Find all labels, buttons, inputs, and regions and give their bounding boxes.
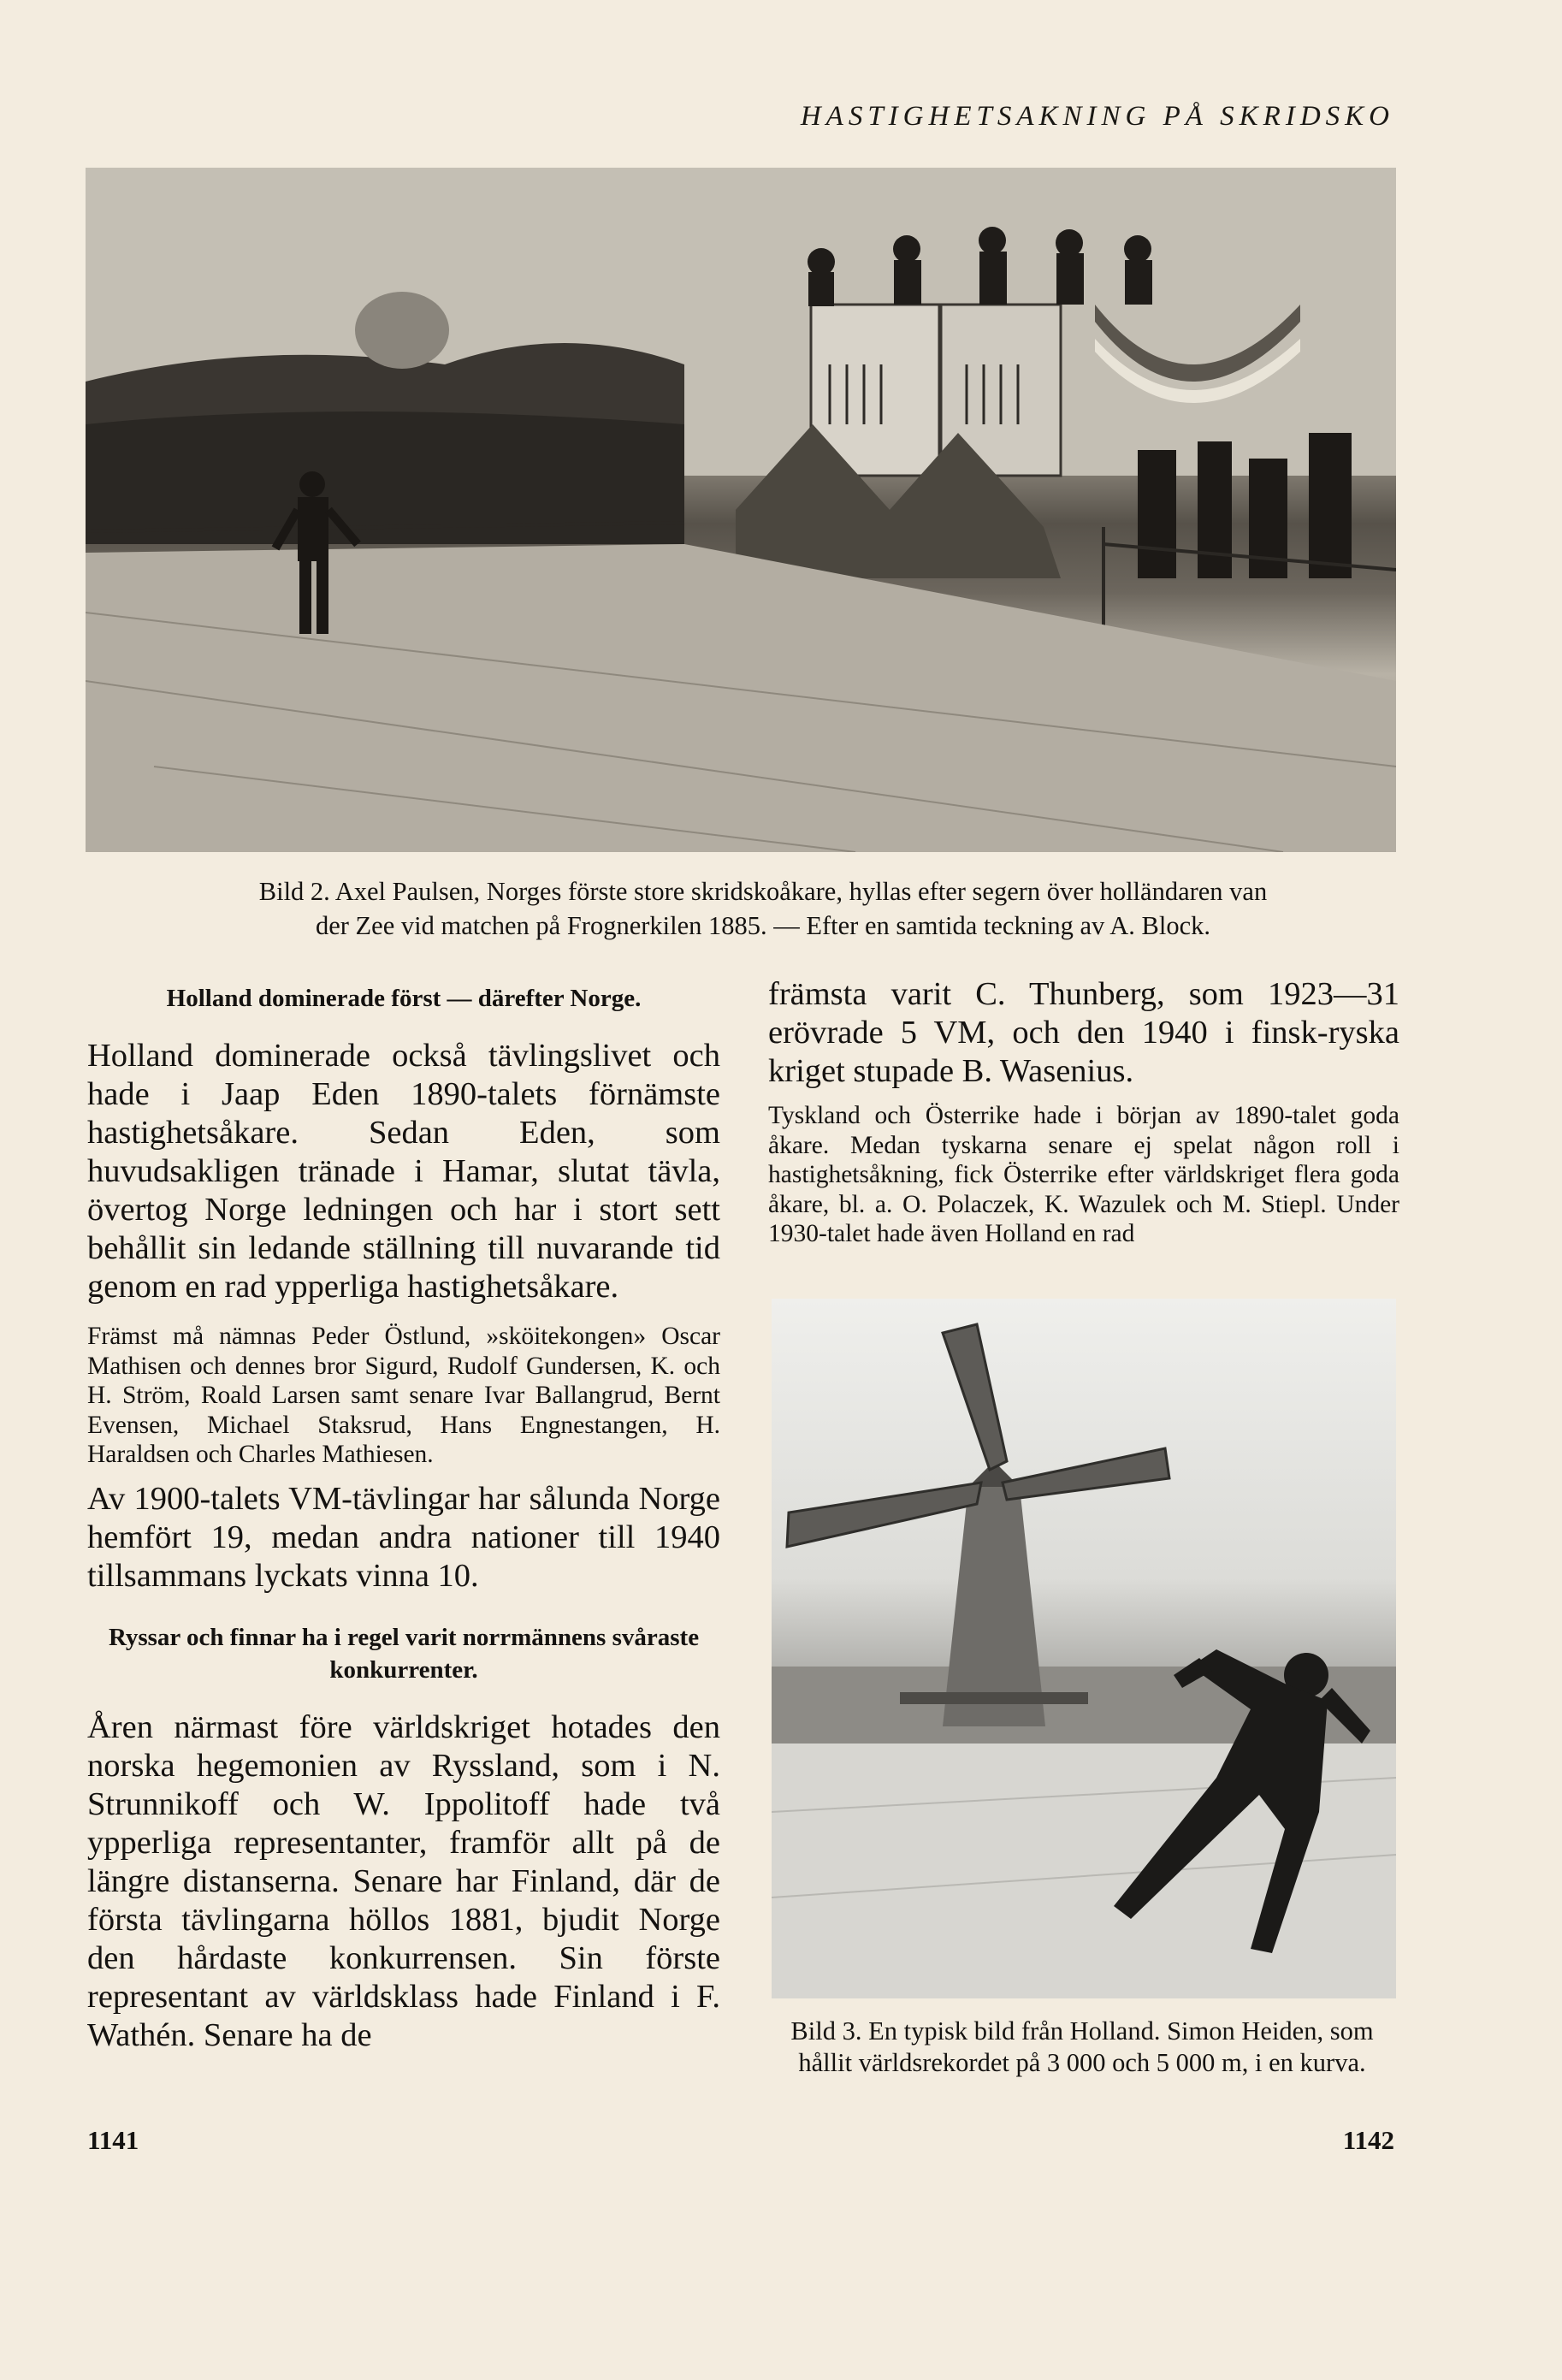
windmill-skater-photo xyxy=(772,1299,1396,1998)
page-number-left: 1141 xyxy=(87,2125,139,2155)
page-number-right: 1142 xyxy=(1342,2125,1394,2155)
engraving-illustration xyxy=(86,168,1396,852)
figure-caption-bild-3: Bild 3. En typisk bild från Holland. Simon Heiden, som hållit världsrekordet på 3 000 och 5 000 m, i en kurva. xyxy=(790,2016,1374,2077)
right-column xyxy=(768,975,1399,1249)
section-heading: Holland dominerade först — därefter Norge. xyxy=(166,985,642,1012)
windmill-photograph xyxy=(772,1299,1396,1998)
body-paragraph: främsta varit C. Thunberg, som 1923—31 erövrade 5 VM, och den 1940 i finsk-ryska kriget stupade B. Wasenius. xyxy=(768,976,1399,1089)
section-heading: Ryssar och finnar ha i regel varit norrmännens svåraste konkurrenter. xyxy=(108,1623,700,1684)
body-paragraph: Av 1900-talets VM-tävlingar har sålunda Norge hemfört 19, medan andra nationer till 1940 tillsammans lyckats vinna 10. xyxy=(87,1480,720,1594)
caption-line: Bild 2. Axel Paulsen, Norges förste store skridskoåkare, hyllas efter segern över holländaren van xyxy=(258,877,1268,906)
caption-line: der Zee vid matchen på Frognerkilen 1885. — Efter en samtida teckning av A. Block. xyxy=(315,911,1210,940)
body-paragraph-small: Främst må nämnas Peder Östlund, »sköitekongen» Oscar Mathisen och dennes bror Sigurd, Rudolf Gundersen, K. och H. Ström, Roald Larsen samt senare Ivar Ballangrud, Bernt Evensen, Michael Staksrud, Hans Engnestangen, H. Haraldsen och Charles Mathiesen. xyxy=(87,1323,720,1468)
body-paragraph: Åren närmast före världskriget hotades den norska hegemonien av Ryssland, som i N. Strunnikoff och W. Ippolitoff hade två ypperliga representanter, framför allt på de längre distanserna. Senare har Finland, där de första tävlingarna höllos 1881, bjudit Norge den hårdaste konkurrensen. Sin förste representant av världsklass hade Finland i F. Wathén. Senare ha de xyxy=(87,1708,720,2053)
body-paragraph: Holland dominerade också tävlingslivet och hade i Jaap Eden 1890-talets förnämste hastighetsåkare. Sedan Eden, som huvudsakligen tränade i Hamar, slutat tävla, övertog Norge ledningen och har i stort sett behållit sin ledande ställning till nuvarande tid genom en rad ypperliga hastighetsåkare. xyxy=(87,1038,720,1305)
figure-caption-bild-2 xyxy=(128,874,1398,943)
skater-crowd-drawing xyxy=(86,168,1396,852)
left-column xyxy=(87,982,720,2055)
running-header: HASTIGHETSAKNING PÅ SKRIDSKO xyxy=(800,101,1394,132)
body-paragraph-small: Tyskland och Österrike hade i början av 1890-talet goda åkare. Medan tyskarna senare ej spelat någon roll i hastighetsåkning, fick Österrike efter världskriget flera goda åkare, bl. a. O. Polaczek, K. Wazulek och M. Stiepl. Under 1930-talet hade även Holland en rad xyxy=(768,1102,1399,1247)
